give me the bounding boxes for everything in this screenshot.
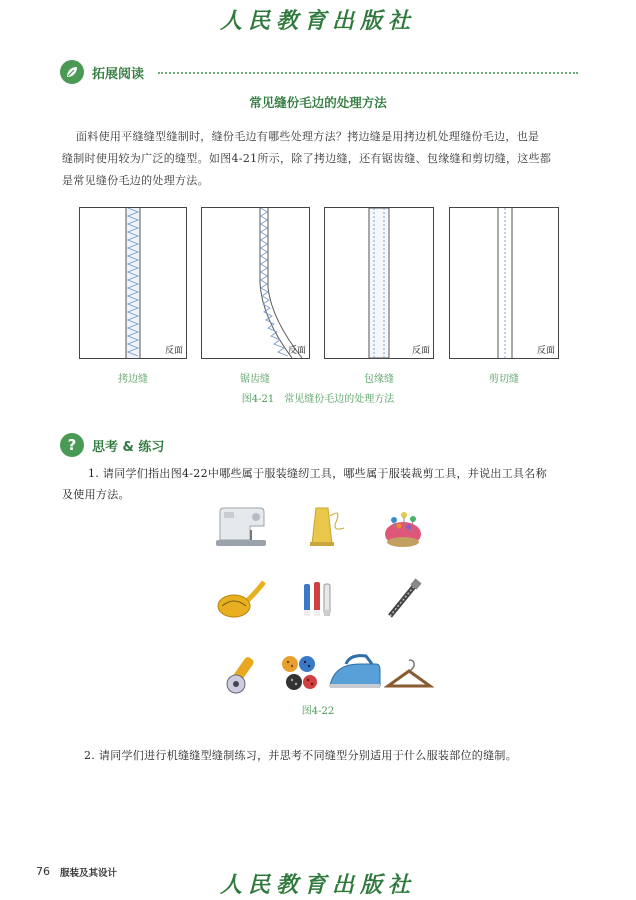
reverse-side-label: 反面 <box>411 346 430 356</box>
sewing-machine-icon <box>212 504 270 548</box>
exercise-section-title: 思考 & 练习 <box>92 439 165 455</box>
seam-panel-binding <box>324 207 434 359</box>
thread-spool-icon <box>302 502 350 548</box>
dotted-divider <box>158 72 578 74</box>
reading-section-title: 拓展阅读 <box>92 66 145 82</box>
reverse-side-label: 反面 <box>287 346 306 356</box>
question-2: 2. 请同学们进行机缝缝型缝制练习，并思考不同缝型分别适用于什么服装部位的缝制。 <box>84 749 517 762</box>
reverse-side-label: 反面 <box>536 346 555 356</box>
leaf-icon <box>60 60 84 84</box>
body-paragraph-line: 面料使用平缝缝型缝制时，缝份毛边有哪些处理方法？拷边缝是用拷边机处理缝份毛边，也是 <box>76 130 540 143</box>
iron-icon <box>326 652 382 692</box>
body-paragraph-line: 缝制时使用较为广泛的缝型。如图4-21所示，除了拷边缝，还有锯齿缝、包缘缝和剪切缝，这些都 <box>62 152 552 165</box>
publisher-logo-bottom: 人民教育出版社 <box>219 872 416 898</box>
question-icon: ? <box>60 433 84 457</box>
seam-panel-zigzag <box>201 207 310 359</box>
reverse-side-label: 反面 <box>164 346 183 356</box>
seam-label-overlock: 拷边缝 <box>118 374 148 385</box>
exercise-section-header <box>60 433 164 457</box>
question-1-line: 及使用方法。 <box>62 488 130 501</box>
seam-panel-overlock <box>79 207 187 359</box>
zipper-icon <box>382 578 426 620</box>
figure-caption-4-22: 图4-22 <box>301 706 335 717</box>
hanger-icon <box>384 656 434 692</box>
seam-label-binding: 包缘缝 <box>364 374 394 385</box>
body-paragraph-line: 是常见缝份毛边的处理方法。 <box>62 174 209 187</box>
reading-subtitle: 常见缝份毛边的处理方法 <box>249 95 387 110</box>
page-number: 76 <box>36 865 50 878</box>
marking-pens-icon <box>298 578 342 620</box>
figure-caption-4-21: 图4-21 常见缝份毛边的处理方法 <box>241 394 395 405</box>
buttons-icon <box>276 652 324 696</box>
seam-label-zigzag: 锯齿缝 <box>240 374 270 385</box>
rotary-cutter-icon <box>220 652 266 696</box>
seam-panel-pinking <box>449 207 559 359</box>
seam-label-pinking: 剪切缝 <box>489 374 519 385</box>
question-1-line: 1. 请同学们指出图4-22中哪些属于服装缝纫工具，哪些属于服装裁剪工具，并说出工具名称 <box>88 467 547 480</box>
reading-section-header <box>60 60 144 84</box>
measuring-tape-icon <box>212 578 268 622</box>
book-title: 服装及其设计 <box>60 868 118 879</box>
publisher-logo-top: 人民教育出版社 <box>219 8 416 34</box>
pincushion-icon <box>380 506 426 548</box>
